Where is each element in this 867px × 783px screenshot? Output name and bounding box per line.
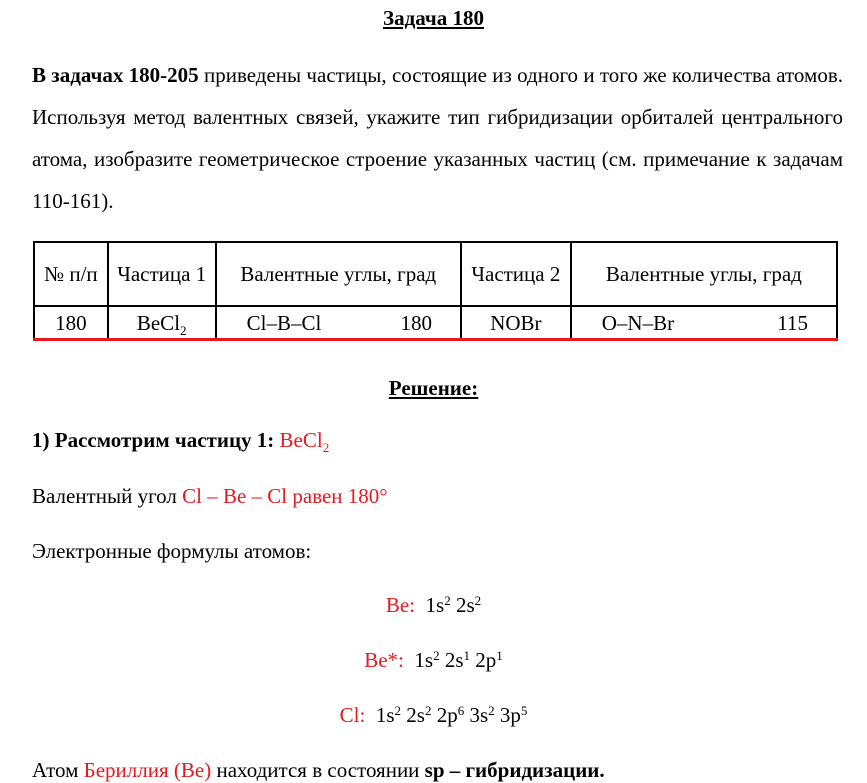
orbital-term: $2p^6$ bbox=[436, 703, 465, 727]
formulas-heading: Электронные формулы атомов: bbox=[32, 539, 312, 563]
cell-particle-2: NOBr bbox=[461, 306, 571, 339]
step-1-particle bbox=[279, 428, 330, 455]
cell-particle-1 bbox=[108, 306, 216, 339]
hybrid-type: sp – гибридизации. bbox=[424, 758, 605, 782]
cell-angles-1 bbox=[216, 306, 461, 339]
cell-num: 180 bbox=[34, 306, 108, 339]
formula-cl bbox=[0, 703, 867, 728]
orbital-term: $2s^2$ bbox=[455, 593, 482, 617]
orbital-exponent: 2 bbox=[488, 703, 495, 718]
hybridization-line bbox=[32, 758, 605, 783]
header-particle-1: Частица 1 bbox=[108, 242, 216, 306]
formula-be-terms bbox=[415, 593, 481, 617]
formula-be-star bbox=[0, 648, 867, 673]
red-underline-rule bbox=[33, 338, 838, 341]
step-1-label: 1) Рассмотрим частицу 1: bbox=[32, 428, 280, 452]
formula-be-star-terms bbox=[404, 648, 503, 672]
hybrid-prefix: Атом bbox=[32, 758, 84, 782]
header-num: № п/п bbox=[34, 242, 108, 306]
hybrid-atom: Бериллия (Be) bbox=[83, 758, 212, 782]
particle-1-base: BeCl bbox=[136, 310, 181, 335]
header-particle-2: Частица 2 bbox=[461, 242, 571, 306]
solution-title: Решение: bbox=[388, 376, 479, 400]
angle-value: Cl – Be – Cl равен 180° bbox=[182, 484, 388, 508]
bond-2: O–N–Br bbox=[601, 310, 675, 335]
formula-cl-label: Cl: bbox=[339, 703, 366, 727]
formula-be-star-label: Be*: bbox=[364, 648, 404, 672]
orbital-exponent: 1 bbox=[463, 648, 471, 663]
header-angles-2: Валентные углы, град bbox=[571, 242, 837, 306]
step-1-line bbox=[32, 428, 329, 453]
formula-be-label: Be: bbox=[385, 593, 416, 617]
bond-1: Cl–B–Cl bbox=[246, 310, 322, 335]
cell-angles-2 bbox=[571, 306, 837, 339]
orbital-term: $1s^2$ bbox=[375, 703, 401, 727]
formula-be bbox=[0, 593, 867, 618]
orbital-exponent: 2 bbox=[433, 648, 440, 663]
orbital-term: $3p^5$ bbox=[499, 703, 528, 727]
task-title: Задача 180 bbox=[383, 6, 484, 30]
orbital-exponent: 5 bbox=[520, 703, 528, 718]
formula-cl-terms bbox=[365, 703, 527, 727]
particle-1-sub: 2 bbox=[180, 322, 187, 338]
angle-prefix: Валентный угол bbox=[32, 484, 183, 508]
step-1-particle-sub: 2 bbox=[322, 440, 330, 455]
task-intro bbox=[32, 54, 843, 222]
orbital-term: $2s^2$ bbox=[406, 703, 432, 727]
hybrid-middle: находится в состоянии bbox=[211, 758, 425, 782]
orbital-exponent: 2 bbox=[444, 593, 451, 608]
angle-1: 180 bbox=[400, 310, 432, 335]
orbital-exponent: 2 bbox=[424, 703, 432, 718]
angle-line bbox=[32, 484, 388, 509]
table-header-row bbox=[34, 242, 837, 306]
orbital-term: $2p^1$ bbox=[475, 648, 503, 672]
orbital-term: $3s^2$ bbox=[469, 703, 495, 727]
intro-bold: В задачах 180-205 bbox=[32, 63, 199, 87]
orbital-term: $2s^1$ bbox=[444, 648, 471, 672]
orbital-exponent: 2 bbox=[394, 703, 401, 718]
intro-text: приведены частицы, состоящие из одного и того же количества атомов. Используя метод валентных связей, укажите тип гибридизации орбиталей центрального атома, изобразите геометрическое строение указанных частиц (см. примечание к задачам 110-161). bbox=[32, 63, 843, 213]
table-row bbox=[34, 306, 837, 339]
orbital-exponent: 6 bbox=[457, 703, 465, 718]
step-1-particle-base: BeCl bbox=[279, 428, 323, 452]
angle-2: 115 bbox=[777, 310, 808, 335]
orbital-term: $1s^2$ bbox=[425, 593, 451, 617]
header-angles-1: Валентные углы, град bbox=[216, 242, 461, 306]
task-table bbox=[33, 241, 838, 340]
orbital-exponent: 1 bbox=[496, 648, 503, 663]
orbital-term: $1s^2$ bbox=[414, 648, 440, 672]
orbital-exponent: 2 bbox=[474, 593, 482, 608]
